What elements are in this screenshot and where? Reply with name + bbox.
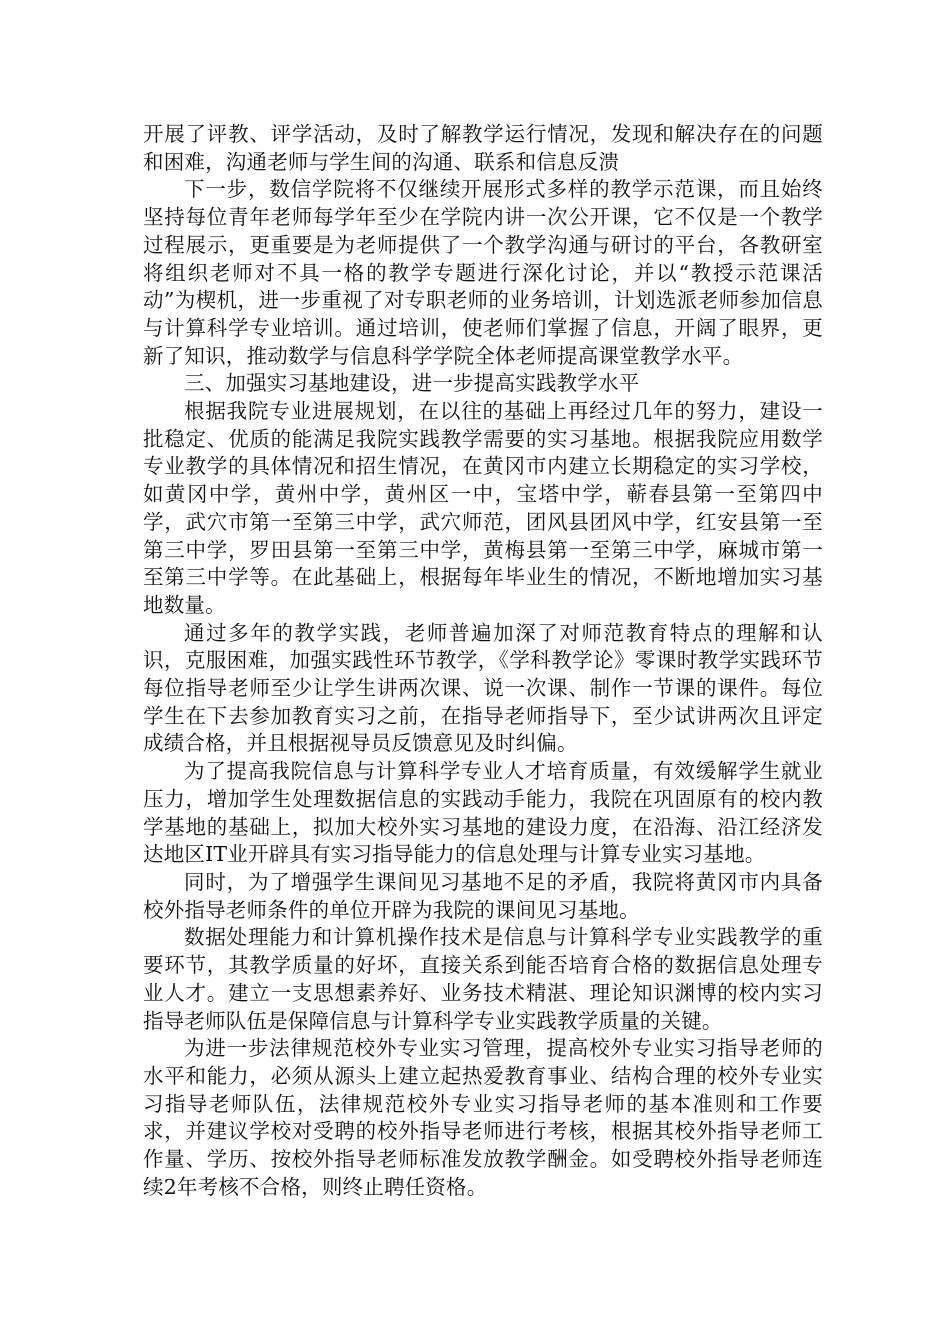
paragraph-next-steps: 下一步，数信学院将不仅继续开展形式多样的教学示范课，而且始终坚持每位青年老师每学年至少在学院内讲一次公开课，它不仅是一个教学过程展示，更重要是为老师提供了一个教学沟通与研讨的平台，各教研室将组织老师对不具一格的教学专题进行深化讨论，并以“教授示范课活动”为楔机，进一步重视了对专职老师的业务培训，计划选派老师参加信息与计算科学专业培训。通过培训，使老师们掌握了信息，开阔了眼界，更新了知识，推动数学与信息科学学院全体老师提高课堂教学水平。 [143, 177, 823, 368]
paragraph-teaching-practice: 通过多年的教学实践，老师普遍加深了对师范教育特点的理解和认识，克服困难，加强实践性环节教学，《学科教学论》零课时教学实践环节每位指导老师至少让学生讲两次课、说一次课、制作一节课的课件。每位学生在下去参加教育实习之前，在指导老师指导下，至少试讲两次且评定成绩合格，并且根据视导员反馈意见及时纠偏。 [143, 620, 823, 756]
paragraph-internship-bases: 同时，为了增强学生课间见习基地不足的矛盾，我院将黄冈市内具备校外指导老师条件的单位开辟为我院的课间见习基地。 [143, 869, 823, 922]
paragraph-practice-bases: 根据我院专业进展规划，在以往的基础上再经过几年的努力，建设一批稳定、优质的能满足我院实践教学需要的实习基地。根据我院应用数学专业教学的具体情况和招生情况，在黄冈市内建立长期稳定的实习学校，如黄冈中学，黄州中学，黄州区一中，宝塔中学，蕲春县第一至第四中学，武穴市第一至第三中学，武穴师范，团风县团风中学，红安县第一至第三中学，罗田县第一至第三中学，黄梅县第一至第三中学，麻城市第一至第三中学等。在此基础上，根据每年毕业生的情况，不断地增加实习基地数量。 [143, 399, 823, 617]
section-heading: 三、加强实习基地建设，进一步提高实践教学水平 [184, 371, 640, 396]
paragraph-talent-quality: 为了提高我院信息与计算科学专业人才培育质量，有效缓解学生就业压力，增加学生处理数据信息的实践动手能力，我院在巩固原有的校内教学基地的基础上，拟加大校外实习基地的建设力度，在沿海、沿江经济发达地区IT业开辟具有实习指导能力的信息处理与计算专业实习基地。 [143, 759, 823, 867]
paragraph-data-processing: 数据处理能力和计算机操作技术是信息与计算科学专业实践教学的重要环节，其教学质量的好坏，直接关系到能否培育合格的数据信息处理专业人才。建立一支思想素养好、业务技术精湛、理论知识渊博的校内实习指导老师队伍是保障信息与计算科学专业实践教学质量的关键。 [143, 925, 823, 1033]
paragraph-continuation: 开展了评教、评学活动，及时了解教学运行情况，发现和解决存在的问题和困难，沟通老师与学生间的沟通、联系和信息反溃 [143, 122, 823, 174]
paragraph-external-supervisors: 为进一步法律规范校外专业实习管理，提高校外专业实习指导老师的水平和能力，必须从源头上建立起热爱教育事业、结构合理的校外专业实习指导老师队伍，法律规范校外专业实习指导老师的基本准则和工作要求，并建议学校对受聘的校外指导老师进行考核，根据其校外指导老师工作量、学历、按校外指导老师标准发放教学酬金。如受聘校外指导老师连续2年考核不合格，则终止聘任资格。 [143, 1036, 823, 1199]
document-body [143, 121, 823, 1201]
